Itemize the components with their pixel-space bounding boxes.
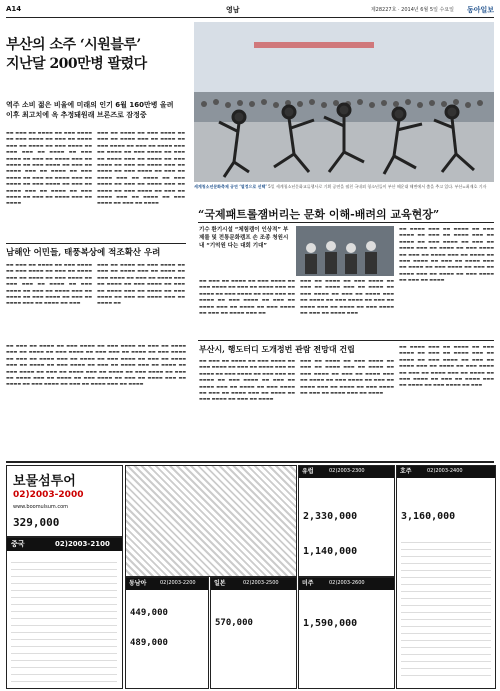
meeting-image bbox=[296, 226, 394, 276]
jp-label: 일본 bbox=[211, 578, 297, 590]
dance-scene-image bbox=[194, 22, 494, 182]
china-listings bbox=[11, 556, 117, 684]
sea-price1: 449,000 bbox=[130, 608, 168, 618]
au-price: 3,160,000 bbox=[401, 511, 456, 522]
ad-section-divider bbox=[6, 461, 494, 463]
au-listings bbox=[401, 536, 491, 681]
sea-label: 동남아 bbox=[126, 578, 209, 590]
us-label: 미주 bbox=[299, 578, 395, 590]
eu-price1: 2,330,000 bbox=[303, 511, 358, 522]
tour-url: www.boomulsum.com bbox=[13, 504, 69, 510]
story4-body-col2: ▬▬▬ ▬▬ ▬▬▬▬ ▬▬ ▬▬▬ ▬▬▬▬ ▬▬ ▬▬▬ ▬▬ ▬▬▬▬ ▬▬▬ ▬▬ ▬▬▬▬ ▬▬ ▬▬▬ ▬▬▬▬ ▬▬ ▬▬▬ ▬▬ ▬▬▬▬ ▬▬▬ ▬▬ ▬▬▬▬ ▬▬ ▬▬▬ ▬▬▬▬ ▬▬ ▬▬▬ ▬▬ ▬▬▬▬ ▬▬▬ ▬▬ ▬▬▬▬ ▬▬ ▬▬▬ ▬▬▬▬ ▬▬ ▬▬▬ ▬▬ ▬▬▬▬ ▬▬▬ ▬▬ ▬▬▬▬ bbox=[300, 358, 394, 396]
jp-price: 570,000 bbox=[215, 618, 253, 628]
eu-label: 유럽 bbox=[299, 466, 395, 478]
photo-caption bbox=[194, 184, 494, 190]
ad-americas bbox=[298, 577, 395, 689]
story2-headline: “국제패트롤잼버리는 문화 이해-배려의 교육현장” bbox=[198, 208, 440, 221]
story1-headline bbox=[6, 36, 186, 74]
dance-photo bbox=[194, 22, 494, 182]
ad-australia bbox=[396, 465, 496, 689]
story2-body-col2: ▬▬▬ ▬▬ ▬▬▬▬ ▬▬ ▬▬▬ ▬▬▬▬ ▬▬ ▬▬▬ ▬▬ ▬▬▬▬ ▬▬▬ ▬▬ ▬▬▬▬ ▬▬ ▬▬▬ ▬▬▬▬ ▬▬ ▬▬▬ ▬▬ ▬▬▬▬ ▬▬▬ ▬▬ ▬▬▬▬ ▬▬ ▬▬▬ ▬▬▬▬ ▬▬ ▬▬▬ ▬▬ ▬▬▬▬ ▬▬▬ ▬▬ ▬▬▬▬ ▬▬ ▬▬▬ ▬▬▬▬ ▬▬ ▬▬▬ ▬▬ ▬▬▬▬ ▬▬▬ bbox=[300, 278, 394, 316]
ad-europe bbox=[298, 465, 395, 577]
story1-subhead: 역주 소비 젊은 비율에 미래의 인기 6월 160만병 올려 이후 최고치에 옥 추정돼원래 브론즈로 잠정중 bbox=[6, 101, 174, 119]
issue-date: 제28227호 · 2014년 6월 5일 수요일 bbox=[370, 7, 454, 13]
story1-headline-line1: 부산의 소주 ‘시원블루’ bbox=[6, 37, 141, 53]
page-header bbox=[6, 3, 494, 18]
tour-price: 329,000 bbox=[13, 516, 60, 529]
story4-headline: 부산시, 행도터디 도개정번 관람 전망대 건립 bbox=[199, 344, 355, 354]
au-label: 호주 bbox=[397, 466, 496, 478]
jp-phone: 02)2003-2500 bbox=[243, 580, 279, 586]
au-phone: 02)2003-2400 bbox=[427, 468, 463, 474]
china-phone: 02)2003-2100 bbox=[55, 540, 110, 548]
meeting-photo bbox=[296, 226, 394, 276]
newspaper-brand: 동아일보 bbox=[466, 6, 494, 14]
divider bbox=[6, 243, 186, 244]
ad-tour-main bbox=[6, 465, 123, 537]
story3-body-continued: ▬▬ ▬▬▬ ▬▬ ▬▬▬▬ ▬▬ ▬▬▬ ▬▬▬▬ ▬▬ ▬▬▬ ▬▬▬▬ ▬▬ ▬▬▬ ▬▬ ▬▬▬▬ ▬▬▬ ▬▬ ▬▬▬▬ ▬▬ ▬▬▬ ▬▬▬▬ ▬▬ ▬▬▬ ▬▬▬ ▬▬ ▬▬▬▬ ▬▬ ▬▬▬ ▬▬▬▬ ▬▬ ▬▬▬ ▬▬ ▬▬▬▬ ▬▬▬ ▬▬ ▬▬▬▬ ▬▬ ▬▬▬ ▬▬▬▬ ▬▬ ▬▬▬ ▬▬ ▬▬▬▬ ▬▬▬ ▬▬ ▬▬▬▬ ▬▬ ▬▬▬ ▬▬▬▬ ▬▬ ▬▬▬ ▬▬ ▬▬▬▬ ▬▬▬ ▬▬ ▬▬▬▬ ▬▬ ▬▬▬ ▬▬▬▬ ▬▬ ▬▬▬ ▬▬ ▬▬▬▬ ▬▬▬ ▬▬ ▬▬▬▬ ▬▬ ▬▬▬ ▬▬▬▬ ▬▬ ▬▬▬ ▬▬ ▬▬▬▬ ▬▬▬ ▬▬ ▬▬▬▬ ▬▬ ▬▬▬ ▬▬▬▬ ▬▬ ▬▬▬ ▬▬ ▬▬▬▬ ▬▬▬ ▬▬ ▬▬▬▬ ▬▬ ▬▬▬ ▬▬▬▬ ▬▬ ▬▬▬ ▬▬ ▬▬▬▬ ▬▬▬ ▬▬ ▬▬▬▬ bbox=[6, 343, 186, 387]
story3-headline: 남해안 어민들, 태풍복상에 적조확산 우려 bbox=[6, 248, 161, 258]
us-phone: 02)2003-2600 bbox=[329, 580, 365, 586]
divider bbox=[198, 222, 494, 223]
story1-body-col1: ▬▬ ▬▬▬ ▬▬ ▬▬▬▬ ▬▬ ▬▬▬ ▬▬▬▬ ▬▬ ▬▬▬ ▬▬▬▬ ▬▬ ▬▬▬ ▬▬ ▬▬▬▬ ▬▬▬ ▬▬ ▬▬▬▬ ▬▬ ▬▬▬ ▬▬▬▬ ▬▬ ▬▬▬ ▬▬▬ ▬▬ ▬▬▬▬ ▬▬ ▬▬▬ ▬▬▬▬ ▬▬ ▬▬▬ ▬▬ ▬▬▬▬ ▬▬▬ ▬▬ ▬▬▬▬ ▬▬ ▬▬▬ ▬▬▬▬ ▬▬ ▬▬▬ ▬▬ ▬▬▬▬ ▬▬▬ ▬▬ ▬▬▬▬ ▬▬ ▬▬▬ ▬▬▬▬ ▬▬ ▬▬▬ ▬▬ ▬▬▬▬ ▬▬▬ ▬▬ ▬▬▬▬ ▬▬ ▬▬▬ ▬▬▬▬ ▬▬ ▬▬▬ ▬▬ ▬▬▬▬ ▬▬▬ ▬▬ ▬▬▬▬ ▬▬ ▬▬▬ ▬▬▬▬ ▬▬ ▬▬▬ ▬▬ ▬▬▬▬ ▬▬▬ ▬▬ ▬▬▬▬ bbox=[6, 130, 92, 206]
tour-phone: 02)2003-2000 bbox=[13, 490, 84, 500]
divider bbox=[198, 340, 494, 341]
photo-caption-title: 세계청소년문화축제 공연 ‘열정으로 선택’ bbox=[194, 184, 267, 189]
story2-body-col3: ▬▬ ▬▬▬▬ ▬▬▬ ▬▬ ▬▬▬▬ ▬▬ ▬▬▬ ▬▬▬▬ ▬▬ ▬▬▬ ▬▬ ▬▬▬▬ ▬▬▬ ▬▬ ▬▬▬▬ ▬▬ ▬▬▬ ▬▬▬▬ ▬▬ ▬▬▬ ▬▬ ▬▬▬▬ ▬▬▬ ▬▬ ▬▬▬▬ ▬▬ ▬▬▬ ▬▬▬▬ ▬▬ ▬▬▬ ▬▬ ▬▬▬▬ ▬▬▬ ▬▬ ▬▬▬▬ ▬▬ ▬▬▬ ▬▬▬▬ ▬▬ ▬▬▬ ▬▬ ▬▬▬▬ ▬▬▬ ▬▬ ▬▬▬▬ ▬▬ ▬▬▬ ▬▬▬▬ ▬▬ ▬▬▬ ▬▬ ▬▬▬▬ ▬▬▬ ▬▬ ▬▬▬▬ ▬▬ ▬▬▬ ▬▬▬▬ ▬▬ ▬▬▬ ▬▬ ▬▬▬▬ bbox=[399, 226, 494, 283]
page-number: A14 bbox=[6, 5, 22, 13]
us-price: 1,590,000 bbox=[303, 618, 358, 629]
ad-china bbox=[6, 537, 123, 689]
sea-phone: 02)2003-2200 bbox=[160, 580, 196, 586]
ad-southeast-asia bbox=[125, 577, 209, 689]
eu-phone: 02)2003-2300 bbox=[329, 468, 365, 474]
china-label: 중국 bbox=[7, 538, 123, 551]
story3-body-col1: ▬▬ ▬▬▬ ▬▬ ▬▬▬▬ ▬▬ ▬▬▬ ▬▬▬▬ ▬▬ ▬▬▬ ▬▬▬▬ ▬▬ ▬▬▬ ▬▬ ▬▬▬▬ ▬▬▬ ▬▬ ▬▬▬▬ ▬▬ ▬▬▬ ▬▬▬▬ ▬▬ ▬▬▬ ▬▬▬ ▬▬ ▬▬▬▬ ▬▬ ▬▬▬ ▬▬▬▬ ▬▬ ▬▬▬ ▬▬ ▬▬▬▬ ▬▬▬ ▬▬ ▬▬▬▬ ▬▬ ▬▬▬ ▬▬▬▬ ▬▬ ▬▬▬ ▬▬ ▬▬▬▬ ▬▬▬ ▬▬ ▬▬▬▬ ▬▬ ▬▬▬ bbox=[6, 262, 92, 306]
story1-body-col2: ▬▬▬ ▬▬ ▬▬▬▬ ▬▬ ▬▬▬ ▬▬▬▬ ▬▬ ▬▬▬ ▬▬ ▬▬▬▬ ▬▬▬ ▬▬ ▬▬▬▬ ▬▬ ▬▬▬ ▬▬▬▬ ▬▬ ▬▬▬ ▬▬ ▬▬▬▬ ▬▬▬ ▬▬ ▬▬▬▬ ▬▬ ▬▬▬ ▬▬▬▬ ▬▬ ▬▬▬ ▬▬ ▬▬▬▬ ▬▬▬ ▬▬ ▬▬▬▬ ▬▬ ▬▬▬ ▬▬▬▬ ▬▬ ▬▬▬ ▬▬ ▬▬▬▬ ▬▬▬ ▬▬ ▬▬▬▬ ▬▬ ▬▬▬ ▬▬▬▬ ▬▬ ▬▬▬ ▬▬ ▬▬▬▬ ▬▬▬ ▬▬ ▬▬▬▬ ▬▬ ▬▬▬ ▬▬▬▬ ▬▬ ▬▬▬ ▬▬ ▬▬▬▬ ▬▬▬ ▬▬ ▬▬▬▬ ▬▬ ▬▬▬ ▬▬▬▬ ▬▬ ▬▬▬ ▬▬ ▬▬▬▬ ▬▬▬ ▬▬ ▬▬▬▬ ▬▬ ▬▬▬ ▬▬▬▬ ▬▬ ▬▬▬ ▬▬ ▬▬▬▬ bbox=[97, 130, 185, 206]
photo-caption-text: 5일 세계청소년문화교류행사로 기획 공연을 펼친 국내외 청소년들이 부산 해운대 해변에서 춤을 추고 있다. 부산=최재호 기자 bbox=[266, 184, 487, 189]
story1-headline-line2: 지난달 200만병 팔렸다 bbox=[6, 56, 147, 72]
ad-japan bbox=[210, 577, 297, 689]
story4-body-col3: ▬▬ ▬▬▬▬ ▬▬▬ ▬▬ ▬▬▬▬ ▬▬ ▬▬▬ ▬▬▬▬ ▬▬ ▬▬▬ ▬▬ ▬▬▬▬ ▬▬▬ ▬▬ ▬▬▬▬ ▬▬ ▬▬▬ ▬▬▬▬ ▬▬ ▬▬▬ ▬▬ ▬▬▬▬ ▬▬▬ ▬▬ ▬▬▬▬ ▬▬ ▬▬▬ ▬▬▬▬ ▬▬ ▬▬▬ ▬▬ ▬▬▬▬ ▬▬▬ ▬▬ ▬▬▬▬ ▬▬ ▬▬▬ ▬▬▬▬ ▬▬ ▬▬▬ ▬▬ ▬▬▬▬ ▬▬▬ ▬▬ ▬▬▬▬ ▬▬ ▬▬▬ ▬▬▬▬ ▬▬ ▬▬▬ bbox=[399, 344, 494, 388]
tour-name: 보물섬투어 bbox=[13, 474, 76, 489]
story3-body-col2: ▬▬▬ ▬▬ ▬▬▬▬ ▬▬ ▬▬▬ ▬▬▬▬ ▬▬ ▬▬▬ ▬▬ ▬▬▬▬ ▬▬▬ ▬▬ ▬▬▬▬ ▬▬ ▬▬▬ ▬▬▬▬ ▬▬ ▬▬▬ ▬▬ ▬▬▬▬ ▬▬▬ ▬▬ ▬▬▬▬ ▬▬ ▬▬▬ ▬▬▬▬ ▬▬ ▬▬▬ ▬▬ ▬▬▬▬ ▬▬▬ ▬▬ ▬▬▬▬ ▬▬ ▬▬▬ ▬▬▬▬ ▬▬ ▬▬▬ ▬▬ ▬▬▬▬ ▬▬▬ ▬▬ ▬▬▬▬ ▬▬ bbox=[97, 262, 185, 306]
section-name: 영남 bbox=[226, 6, 240, 14]
story4-body-col1: ▬▬ ▬▬▬ ▬▬ ▬▬▬▬ ▬▬ ▬▬▬ ▬▬▬▬ ▬▬ ▬▬▬ ▬▬▬▬ ▬▬ ▬▬▬ ▬▬ ▬▬▬▬ ▬▬▬ ▬▬ ▬▬▬▬ ▬▬ ▬▬▬ ▬▬▬▬ ▬▬ ▬▬▬ ▬▬▬ ▬▬ ▬▬▬▬ ▬▬ ▬▬▬ ▬▬▬▬ ▬▬ ▬▬▬ ▬▬ ▬▬▬▬ ▬▬▬ ▬▬ ▬▬▬▬ ▬▬ ▬▬▬ ▬▬▬▬ ▬▬ ▬▬▬ ▬▬ ▬▬▬▬ ▬▬▬ ▬▬ ▬▬▬▬ ▬▬ ▬▬▬ ▬▬▬▬ ▬▬ ▬▬▬ ▬▬ ▬▬▬▬ bbox=[199, 358, 295, 402]
story2-body-col1: ▬▬ ▬▬▬ ▬▬ ▬▬▬▬ ▬▬ ▬▬▬ ▬▬▬▬ ▬▬ ▬▬▬ ▬▬▬▬ ▬▬ ▬▬▬ ▬▬ ▬▬▬▬ ▬▬▬ ▬▬ ▬▬▬▬ ▬▬ ▬▬▬ ▬▬▬▬ ▬▬ ▬▬▬ ▬▬▬ ▬▬ ▬▬▬▬ ▬▬ ▬▬▬ ▬▬▬▬ ▬▬ ▬▬▬ ▬▬ ▬▬▬▬ ▬▬▬ ▬▬ ▬▬▬▬ ▬▬ ▬▬▬ ▬▬▬▬ ▬▬ ▬▬▬ ▬▬ ▬▬▬▬ ▬▬▬ ▬▬ bbox=[199, 278, 295, 316]
story2-sidebar: 기수 환기시설 “체험캠이 인상적” 부제를 및 전통문화캠프 손 조종 청원시내 “기억원 다는 대회 기대” bbox=[199, 227, 289, 249]
eu-price2: 1,140,000 bbox=[303, 546, 358, 557]
sea-price2: 489,000 bbox=[130, 638, 168, 648]
ad-halftone-block bbox=[125, 465, 297, 577]
